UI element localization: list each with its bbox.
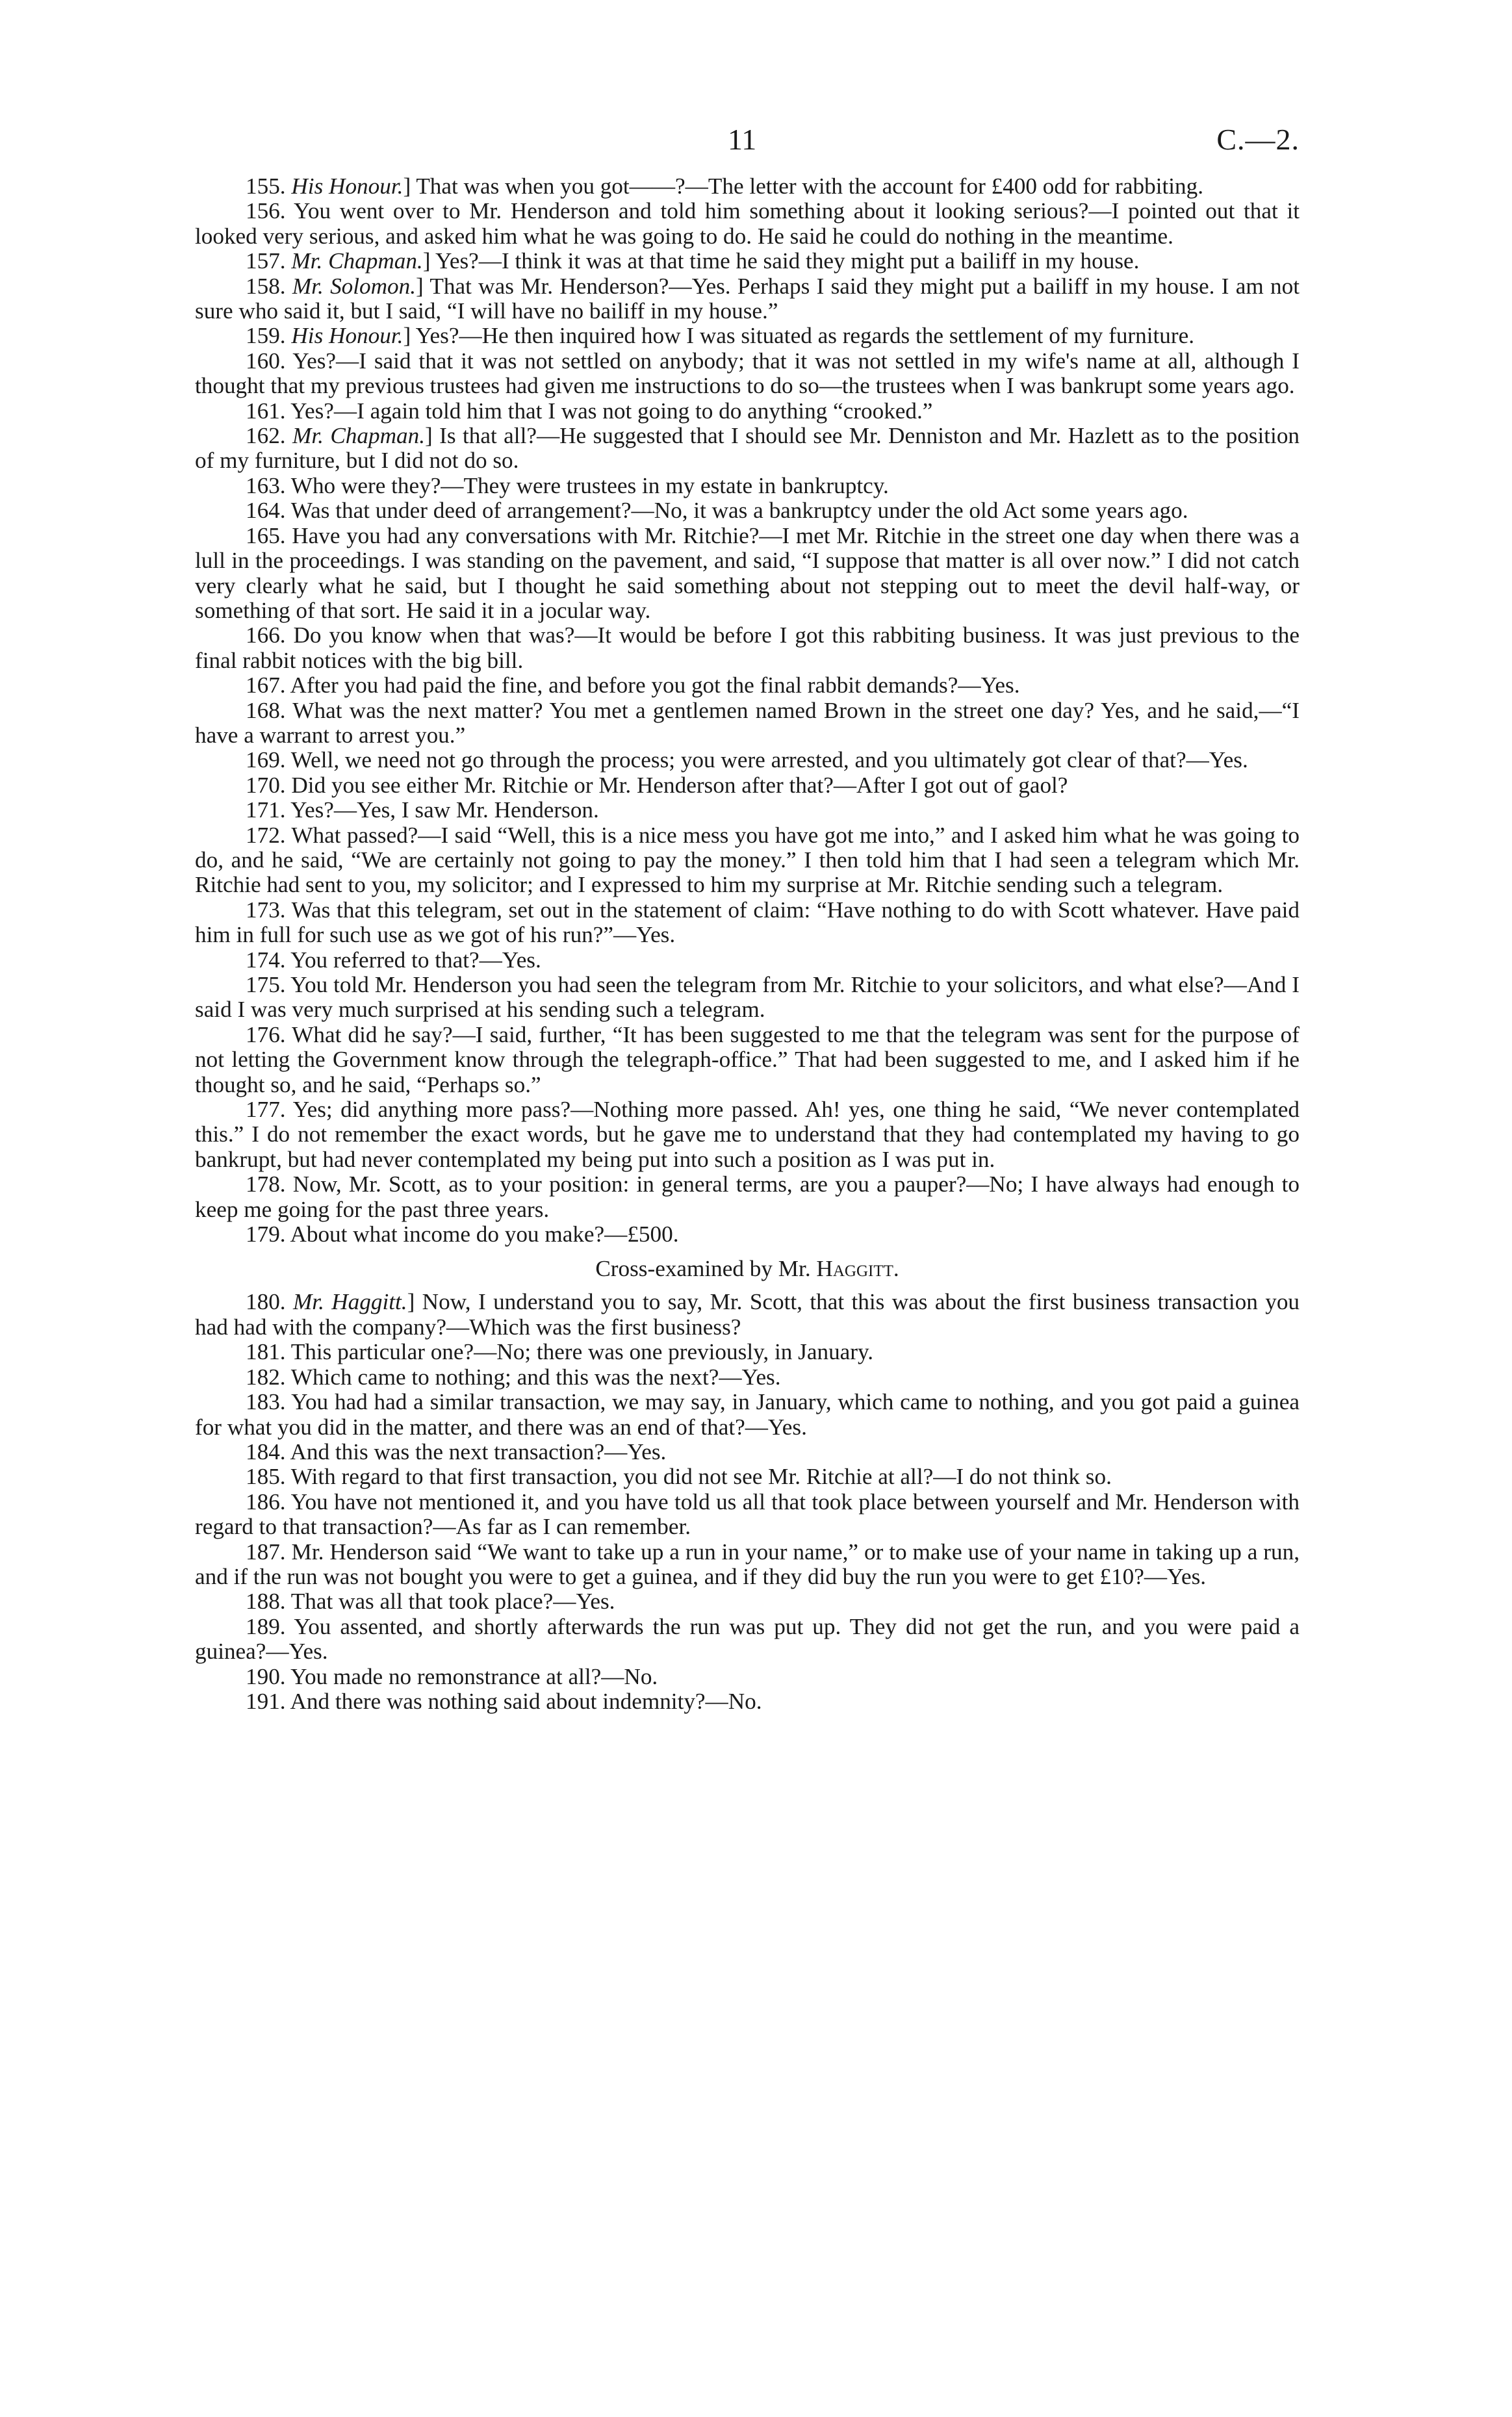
testimony-paragraph xyxy=(195,1589,1300,1614)
testimony-paragraph xyxy=(195,1340,1300,1364)
paragraph-number: 184. xyxy=(246,1439,286,1464)
paragraph-number: 176. xyxy=(246,1021,286,1047)
paragraph-number: 175. xyxy=(246,972,286,997)
paragraph-text: ] That was Mr. Henderson?—Yes. Perhaps I said they might put a bailiff in my house. I am not sure who said it, but I said, “I will have no bailiff in my house.” xyxy=(195,273,1300,324)
paragraph-text: Who were they?—They were trustees in my estate in bankruptcy. xyxy=(290,472,889,498)
document-body xyxy=(195,174,1300,1714)
paragraph-text: Have you had any conversations with Mr. Ritchie?—I met Mr. Ritchie in the street one day when there was a lull in the proceedings. I was standing on the pavement, and said, “I suppose that matter is all over now.” I did not catch very clearly what he said, but I thought he said something about not stepping out to meet the devil half-way, or something of that sort. He said it in a jocular way. xyxy=(195,522,1300,623)
paragraph-number: 159. xyxy=(246,323,286,349)
paragraph-text: You assented, and shortly afterwards the run was put up. They did not get the run, and you were paid a guinea?—Yes. xyxy=(195,1613,1300,1665)
paragraph-number: 166. xyxy=(246,622,286,648)
testimony-paragraph xyxy=(195,399,1300,424)
paragraph-text: What was the next matter? You met a gentlemen named Brown in the street one day? Yes, and he said,—“I have a warrant to arrest you.” xyxy=(195,697,1300,748)
testimony-paragraph xyxy=(195,424,1300,474)
testimony-paragraph xyxy=(195,773,1300,798)
testimony-paragraph xyxy=(195,1222,1300,1247)
testimony-paragraph xyxy=(195,1365,1300,1390)
testimony-paragraph xyxy=(195,1490,1300,1540)
paragraph-text: Was that under deed of arrangement?—No, it was a bankruptcy under the old Act some years ago. xyxy=(290,498,1188,524)
testimony-paragraph xyxy=(195,623,1300,673)
paragraph-number: 160. xyxy=(246,348,286,374)
paragraph-number: 167. xyxy=(246,672,286,698)
testimony-section-1 xyxy=(195,174,1300,1247)
paragraph-text: ] That was when you got——?—The letter with the account for £400 odd for rabbiting. xyxy=(403,173,1204,199)
document-reference: C.—2. xyxy=(1216,123,1300,156)
testimony-paragraph xyxy=(195,948,1300,973)
testimony-paragraph xyxy=(195,1615,1300,1665)
testimony-paragraph xyxy=(195,1464,1300,1489)
paragraph-text: Yes; did anything more pass?—Nothing more passed. Ah! yes, one thing he said, “We never contemplated this.” I do not remember the exact words, but he gave me to understand that they had contemplated my having to go bankrupt, but had never contemplated my being put into such a position as I was put in. xyxy=(195,1097,1300,1172)
document-page xyxy=(195,122,1300,1714)
testimony-paragraph xyxy=(195,698,1300,748)
paragraph-text: Was that this telegram, set out in the statement of claim: “Have nothing to do with Scott whatever. Have paid him in full for such use as we got of his run?”—Yes. xyxy=(195,897,1300,948)
paragraph-number: 165. xyxy=(246,522,286,548)
paragraph-text: What passed?—I said “Well, this is a nice mess you have got me into,” and I asked him what he was going to do, and he said, “We are certainly not going to pay the money.” I then told him that I had seen a telegram which Mr. Ritchie had sent to you, my solicitor; and I expressed to him my surprise at Mr. Ritchie sending such a telegram. xyxy=(195,822,1300,898)
testimony-paragraph xyxy=(195,174,1300,199)
paragraph-number: 171. xyxy=(246,797,286,823)
speaker-name: Mr. Solomon. xyxy=(292,273,416,299)
testimony-paragraph xyxy=(195,1290,1300,1340)
speaker-name: Mr. Chapman. xyxy=(291,248,423,274)
paragraph-text: Now, Mr. Scott, as to your position: in general terms, are you a pauper?—No; I have always had enough to keep me going for the past three years. xyxy=(195,1171,1300,1222)
paragraph-text: You went over to Mr. Henderson and told him something about it looking serious?—I pointed out that it looked very serious, and asked him what he was going to do. He said he could do nothing in the meantime. xyxy=(195,198,1300,249)
paragraph-text: This particular one?—No; there was one previously, in January. xyxy=(290,1339,874,1365)
paragraph-number: 163. xyxy=(246,472,286,498)
testimony-paragraph xyxy=(195,1023,1300,1097)
paragraph-number: 186. xyxy=(246,1489,286,1515)
paragraph-text: ] Now, I understand you to say, Mr. Scott, that this was about the first business transaction you had had with the company?—Which was the first business? xyxy=(195,1289,1300,1340)
paragraph-number: 180. xyxy=(246,1289,286,1315)
paragraph-number: 177. xyxy=(246,1097,286,1123)
testimony-paragraph xyxy=(195,1390,1300,1440)
paragraph-number: 162. xyxy=(246,423,286,449)
paragraph-text: What did he say?—I said, further, “It has been suggested to me that the telegram was sent for the purpose of not letting the Government know through the telegraph-office.” That had been suggested to me, and I asked him if he thought so, and he said, “Perhaps so.” xyxy=(195,1021,1300,1097)
testimony-paragraph xyxy=(195,274,1300,324)
speaker-name: His Honour. xyxy=(291,173,404,199)
speaker-name: Mr. Chapman. xyxy=(292,423,425,449)
paragraph-text: Well, we need not go through the process; you were arrested, and you ultimately got clear of that?—Yes. xyxy=(290,747,1248,773)
paragraph-text: About what income do you make?—£500. xyxy=(290,1221,679,1247)
paragraph-number: 187. xyxy=(246,1539,286,1565)
testimony-paragraph xyxy=(195,1540,1300,1590)
testimony-paragraph xyxy=(195,1665,1300,1689)
paragraph-number: 188. xyxy=(246,1589,286,1615)
paragraph-text: You referred to that?—Yes. xyxy=(290,947,541,973)
speaker-name: Mr. Haggitt. xyxy=(292,1289,407,1315)
paragraph-text: You had had a similar transaction, we may say, in January, which came to nothing, and you got paid a guinea for what you did in the matter, and there was an end of that?—Yes. xyxy=(195,1389,1300,1440)
testimony-paragraph xyxy=(195,1689,1300,1714)
testimony-paragraph xyxy=(195,748,1300,773)
paragraph-number: 156. xyxy=(246,198,286,224)
testimony-paragraph xyxy=(195,498,1300,523)
paragraph-number: 172. xyxy=(246,822,286,848)
paragraph-text: ] Is that all?—He suggested that I should see Mr. Denniston and Mr. Hazlett as to the position of my furniture, but I did not do so. xyxy=(195,423,1300,474)
paragraph-number: 191. xyxy=(246,1688,286,1714)
paragraph-text: Did you see either Mr. Ritchie or Mr. Henderson after that?—After I got out of gaol? xyxy=(291,772,1068,798)
testimony-paragraph xyxy=(195,1172,1300,1222)
testimony-paragraph xyxy=(195,524,1300,624)
testimony-paragraph xyxy=(195,324,1300,348)
paragraph-number: 190. xyxy=(246,1663,286,1689)
page-number: 11 xyxy=(728,123,757,156)
section-heading-name: Haggitt. xyxy=(816,1256,899,1282)
paragraph-number: 179. xyxy=(246,1221,286,1247)
page-header xyxy=(195,122,1300,174)
paragraph-number: 181. xyxy=(246,1339,286,1365)
section-heading xyxy=(195,1256,1300,1282)
paragraph-text: You have not mentioned it, and you have told us all that took place between yourself and Mr. Henderson with regard to that transaction?—As far as I can remember. xyxy=(195,1489,1300,1540)
paragraph-text: You made no remonstrance at all?—No. xyxy=(290,1663,658,1689)
paragraph-number: 182. xyxy=(246,1364,286,1390)
paragraph-number: 158. xyxy=(246,273,286,299)
speaker-name: His Honour. xyxy=(291,323,404,349)
testimony-paragraph xyxy=(195,898,1300,948)
paragraph-number: 168. xyxy=(246,697,286,723)
testimony-paragraph xyxy=(195,349,1300,399)
paragraph-number: 164. xyxy=(246,498,286,524)
paragraph-text: ] Yes?—He then inquired how I was situated as regards the settlement of my furniture. xyxy=(403,323,1195,349)
paragraph-text: You told Mr. Henderson you had seen the telegram from Mr. Ritchie to your solicitors, and what else?—And I said I was very much surprised at his sending such a telegram. xyxy=(195,972,1300,1023)
paragraph-text: After you had paid the fine, and before you got the final rabbit demands?—Yes. xyxy=(290,672,1020,698)
paragraph-number: 185. xyxy=(246,1464,286,1490)
paragraph-number: 170. xyxy=(246,772,286,798)
paragraph-text: ] Yes?—I think it was at that time he said they might put a bailiff in my house. xyxy=(422,248,1140,274)
testimony-section-2 xyxy=(195,1290,1300,1714)
paragraph-number: 157. xyxy=(246,248,286,274)
paragraph-number: 161. xyxy=(246,398,286,424)
section-heading-prefix: Cross-examined by Mr. xyxy=(595,1256,817,1282)
paragraph-number: 169. xyxy=(246,747,286,773)
paragraph-text: Which came to nothing; and this was the next?—Yes. xyxy=(290,1364,781,1390)
testimony-paragraph xyxy=(195,199,1300,249)
paragraph-text: Yes?—I again told him that I was not going to do anything “crooked.” xyxy=(290,398,933,424)
paragraph-text: And this was the next transaction?—Yes. xyxy=(290,1439,667,1464)
paragraph-number: 174. xyxy=(246,947,286,973)
paragraph-number: 178. xyxy=(246,1171,286,1197)
paragraph-text: Yes?—Yes, I saw Mr. Henderson. xyxy=(290,797,599,823)
testimony-paragraph xyxy=(195,249,1300,274)
paragraph-number: 173. xyxy=(246,897,286,923)
testimony-paragraph xyxy=(195,798,1300,823)
testimony-paragraph xyxy=(195,474,1300,498)
paragraph-text: And there was nothing said about indemnity?—No. xyxy=(290,1688,762,1714)
testimony-paragraph xyxy=(195,1097,1300,1172)
paragraph-number: 189. xyxy=(246,1613,286,1639)
paragraph-number: 183. xyxy=(246,1389,286,1415)
testimony-paragraph xyxy=(195,1440,1300,1464)
paragraph-number: 155. xyxy=(246,173,286,199)
testimony-paragraph xyxy=(195,673,1300,698)
paragraph-text: That was all that took place?—Yes. xyxy=(290,1589,615,1615)
paragraph-text: Mr. Henderson said “We want to take up a run in your name,” or to make use of your name in taking up a run, and if the run was not bought you were to get a guinea, and if they did buy the run you were to get £10?—Yes. xyxy=(195,1539,1300,1589)
paragraph-text: With regard to that first transaction, you did not see Mr. Ritchie at all?—I do not think so. xyxy=(290,1464,1112,1490)
testimony-paragraph xyxy=(195,973,1300,1023)
paragraph-text: Yes?—I said that it was not settled on anybody; that it was not settled in my wife's name at all, although I thought that my previous trustees had given me instructions to do so—the trustees when I was bankrupt some years ago. xyxy=(195,348,1300,399)
testimony-paragraph xyxy=(195,823,1300,898)
paragraph-text: Do you know when that was?—It would be before I got this rabbiting business. It was just previous to the final rabbit notices with the big bill. xyxy=(195,622,1300,673)
